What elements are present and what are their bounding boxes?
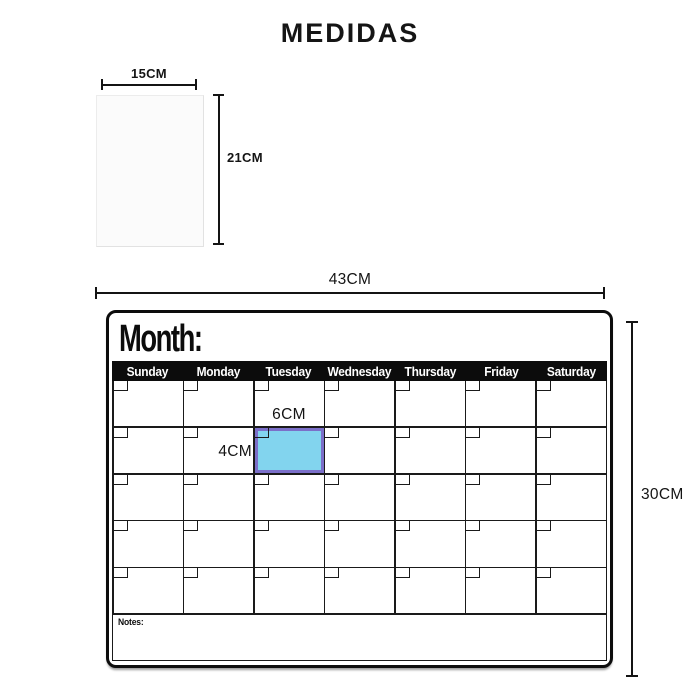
calendar-cell [537, 428, 606, 473]
board-height-label: 30CM [641, 486, 684, 503]
measure-tick [101, 79, 103, 90]
calendar-cell [466, 381, 535, 426]
paper-height-label: 21CM [227, 150, 263, 165]
measure-tick [95, 287, 97, 299]
calendar-cell [325, 381, 394, 426]
calendar-cell [325, 521, 394, 566]
day-header-bar [112, 361, 607, 381]
calendar-cell [114, 568, 183, 613]
calendar-cell [396, 475, 465, 520]
calendar-cell [466, 428, 535, 473]
day-header-friday: Friday [483, 363, 519, 379]
calendar-cell [537, 568, 606, 613]
measure-tick [626, 675, 638, 677]
month-title: Month: [119, 318, 202, 360]
highlighted-cell [255, 428, 324, 473]
calendar-cell [114, 521, 183, 566]
calendar-cell [466, 475, 535, 520]
calendar-cell [396, 381, 465, 426]
calendar-cell [184, 521, 253, 566]
board-width-label: 43CM [328, 271, 372, 288]
day-header-saturday: Saturday [547, 363, 597, 379]
measure-tick [603, 287, 605, 299]
calendar-cell [184, 381, 253, 426]
calendar-cell [184, 475, 253, 520]
calendar-cell [537, 521, 606, 566]
calendar-cell [396, 521, 465, 566]
paper-width-label: 15CM [131, 66, 167, 81]
calendar-cell [114, 475, 183, 520]
measure-line [101, 84, 197, 86]
cell-height-label: 4CM [218, 443, 252, 460]
calendar-cell [255, 521, 324, 566]
calendar-cell [114, 381, 183, 426]
measure-line [218, 95, 220, 245]
calendar-cell [325, 475, 394, 520]
calendar-cell [396, 568, 465, 613]
paper-sheet [96, 95, 204, 247]
calendar-cell [325, 568, 394, 613]
measure-line [631, 322, 633, 677]
day-header-sunday: Sunday [126, 363, 169, 379]
calendar-cell [114, 428, 183, 473]
calendar-cell [466, 521, 535, 566]
cell-width-label: 6CM [272, 406, 306, 423]
notes-label: Notes: [118, 617, 144, 628]
measure-tick [213, 94, 224, 96]
day-header-tuesday: Tuesday [265, 363, 312, 379]
page-title: MEDIDAS [280, 18, 420, 48]
calendar-board [106, 310, 613, 668]
calendar-cell [325, 428, 394, 473]
calendar-grid [112, 381, 607, 615]
calendar-cell [255, 568, 324, 613]
measure-line [95, 292, 605, 294]
calendar-cell [537, 381, 606, 426]
calendar-cell [396, 428, 465, 473]
measure-tick [195, 79, 197, 90]
calendar-cell [184, 568, 253, 613]
measure-tick [213, 243, 224, 245]
measure-tick [626, 321, 638, 323]
calendar-cell [537, 475, 606, 520]
calendar-cell [255, 475, 324, 520]
day-header-monday: Monday [196, 363, 240, 379]
day-header-thursday: Thursday [404, 363, 457, 379]
notes-section [112, 615, 607, 661]
calendar-cell [466, 568, 535, 613]
day-header-wednesday: Wednesday [327, 363, 392, 379]
